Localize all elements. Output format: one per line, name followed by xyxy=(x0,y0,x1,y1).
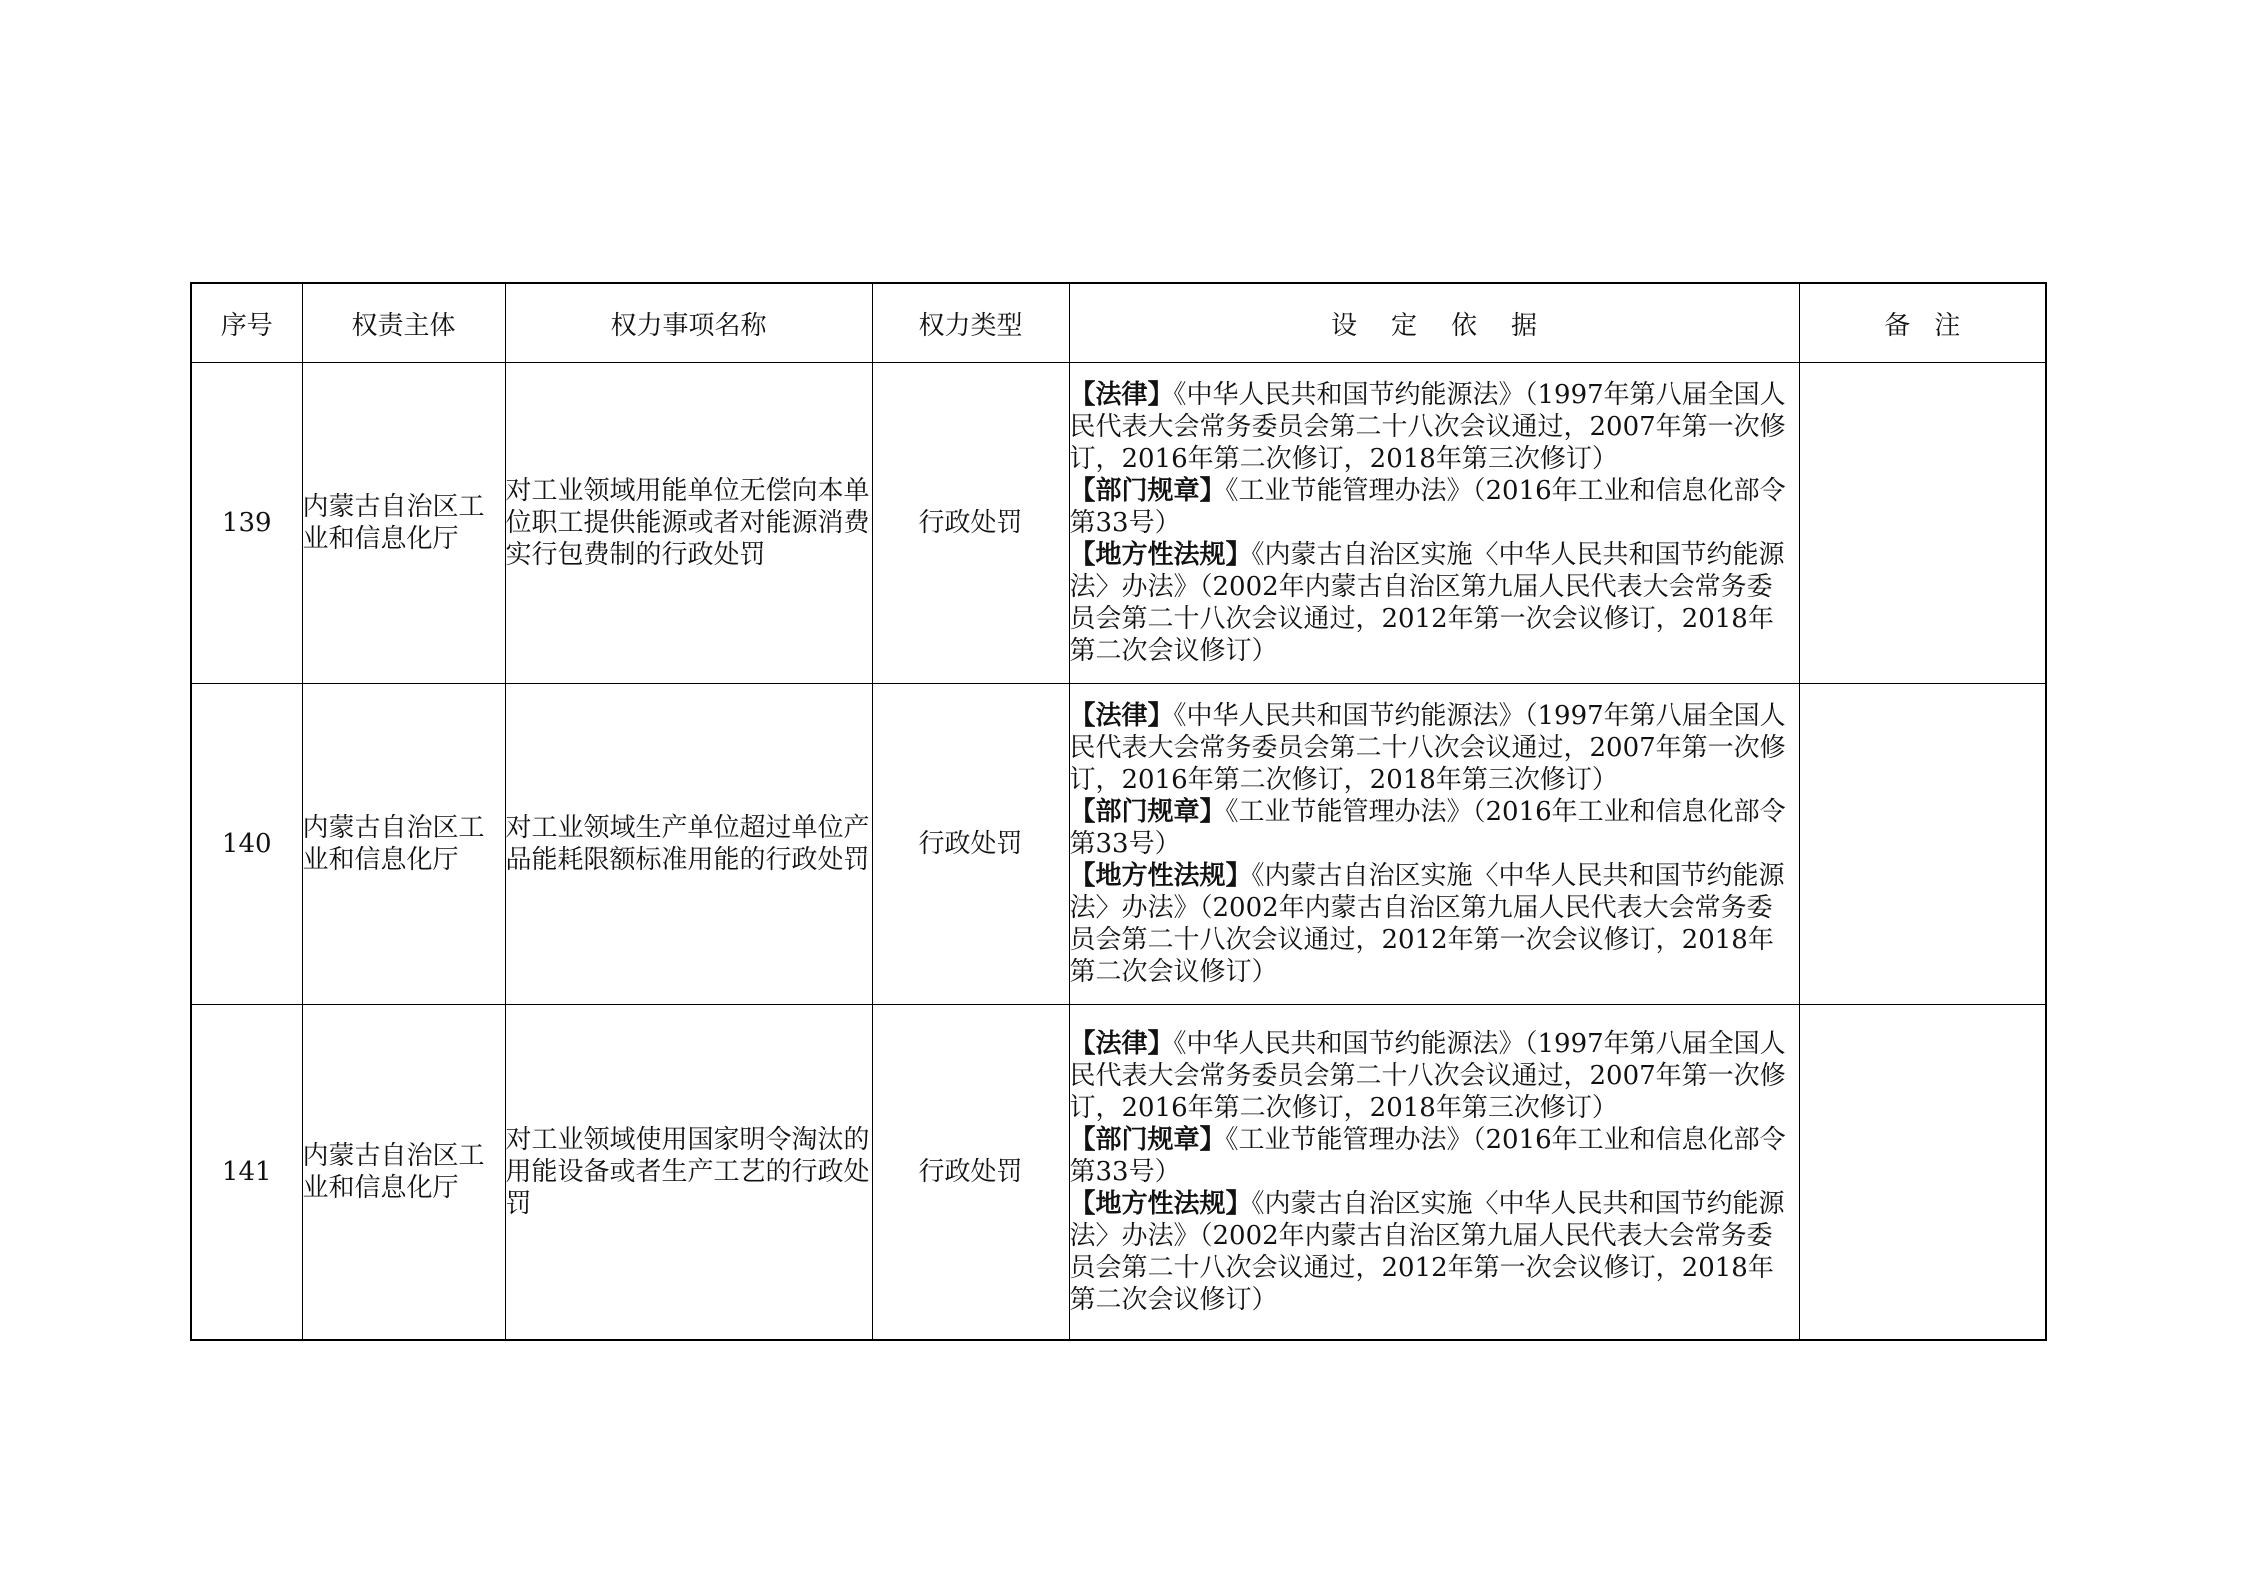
cell-power-item-name: 对工业领域用能单位无偿向本单位职工提供能源或者对能源消费实行包费制的行政处罚 xyxy=(505,363,872,684)
basis-text: 《中华人民共和国节约能源法》（1997年第八届全国人民代表大会常务委员会第二十八次会议通过，2007年第一次修订，2016年第二次修订，2018年第三次修订） xyxy=(1069,1029,1786,1123)
cell-serial-number: 140 xyxy=(191,684,302,1005)
cell-remarks xyxy=(1799,363,2046,684)
basis-tag: 【地方性法规】 xyxy=(1069,1189,1252,1219)
basis-tag: 【地方性法规】 xyxy=(1069,861,1252,891)
header-power-type: 权力类型 xyxy=(872,283,1069,363)
basis-text: 《工业节能管理办法》（2016年工业和信息化部令第33号） xyxy=(1069,1125,1786,1187)
table-row xyxy=(191,1005,2046,1341)
table-header-row xyxy=(191,283,2046,363)
cell-power-type: 行政处罚 xyxy=(872,684,1069,1005)
basis-text: 《中华人民共和国节约能源法》（1997年第八届全国人民代表大会常务委员会第二十八次会议通过，2007年第一次修订，2016年第二次修订，2018年第三次修订） xyxy=(1069,701,1786,795)
basis-entry-local-law xyxy=(1070,860,1799,988)
basis-entry-law xyxy=(1070,1028,1799,1124)
basis-entry-local-law xyxy=(1070,1188,1799,1316)
basis-entry-local-law xyxy=(1070,539,1799,667)
header-responsible-subject: 权责主体 xyxy=(302,283,505,363)
power-list-table xyxy=(190,282,2047,1341)
cell-power-type: 行政处罚 xyxy=(872,1005,1069,1341)
cell-remarks xyxy=(1799,1005,2046,1341)
basis-tag: 【部门规章】 xyxy=(1069,797,1226,827)
table-row xyxy=(191,684,2046,1005)
header-power-item-name: 权力事项名称 xyxy=(505,283,872,363)
cell-serial-number: 139 xyxy=(191,363,302,684)
cell-serial-number: 141 xyxy=(191,1005,302,1341)
basis-tag: 【部门规章】 xyxy=(1069,1125,1226,1155)
basis-tag: 【法律】 xyxy=(1069,701,1174,731)
basis-text: 《中华人民共和国节约能源法》（1997年第八届全国人民代表大会常务委员会第二十八次会议通过，2007年第一次修订，2016年第二次修订，2018年第三次修订） xyxy=(1069,380,1786,474)
header-legal-basis: 设定依据 xyxy=(1069,283,1799,363)
basis-entry-law xyxy=(1070,379,1799,475)
cell-remarks xyxy=(1799,684,2046,1005)
basis-tag: 【地方性法规】 xyxy=(1069,540,1252,570)
cell-responsible-subject: 内蒙古自治区工业和信息化厅 xyxy=(302,1005,505,1341)
cell-legal-basis xyxy=(1069,363,1799,684)
header-remarks: 备注 xyxy=(1799,283,2046,363)
cell-responsible-subject: 内蒙古自治区工业和信息化厅 xyxy=(302,684,505,1005)
cell-legal-basis xyxy=(1069,684,1799,1005)
basis-text: 《内蒙古自治区实施〈中华人民共和国节约能源法〉办法》（2002年内蒙古自治区第九届人民代表大会常务委员会第二十八次会议通过，2012年第一次会议修订，2018年第二次会议修订） xyxy=(1069,861,1785,987)
cell-power-item-name: 对工业领域使用国家明令淘汰的用能设备或者生产工艺的行政处罚 xyxy=(505,1005,872,1341)
cell-power-type: 行政处罚 xyxy=(872,363,1069,684)
basis-entry-regulation xyxy=(1070,796,1799,860)
cell-power-item-name: 对工业领域生产单位超过单位产品能耗限额标准用能的行政处罚 xyxy=(505,684,872,1005)
basis-text: 《内蒙古自治区实施〈中华人民共和国节约能源法〉办法》（2002年内蒙古自治区第九届人民代表大会常务委员会第二十八次会议通过，2012年第一次会议修订，2018年第二次会议修订） xyxy=(1069,1189,1785,1315)
table-row xyxy=(191,363,2046,684)
basis-tag: 【法律】 xyxy=(1069,380,1174,410)
basis-tag: 【部门规章】 xyxy=(1069,476,1226,506)
basis-entry-regulation xyxy=(1070,1124,1799,1188)
basis-text: 《工业节能管理办法》（2016年工业和信息化部令第33号） xyxy=(1069,476,1786,538)
basis-entry-regulation xyxy=(1070,475,1799,539)
basis-tag: 【法律】 xyxy=(1069,1029,1174,1059)
basis-text: 《工业节能管理办法》（2016年工业和信息化部令第33号） xyxy=(1069,797,1786,859)
cell-legal-basis xyxy=(1069,1005,1799,1341)
basis-text: 《内蒙古自治区实施〈中华人民共和国节约能源法〉办法》（2002年内蒙古自治区第九届人民代表大会常务委员会第二十八次会议通过，2012年第一次会议修订，2018年第二次会议修订） xyxy=(1069,540,1785,666)
basis-entry-law xyxy=(1070,700,1799,796)
cell-responsible-subject: 内蒙古自治区工业和信息化厅 xyxy=(302,363,505,684)
header-serial-number: 序号 xyxy=(191,283,302,363)
